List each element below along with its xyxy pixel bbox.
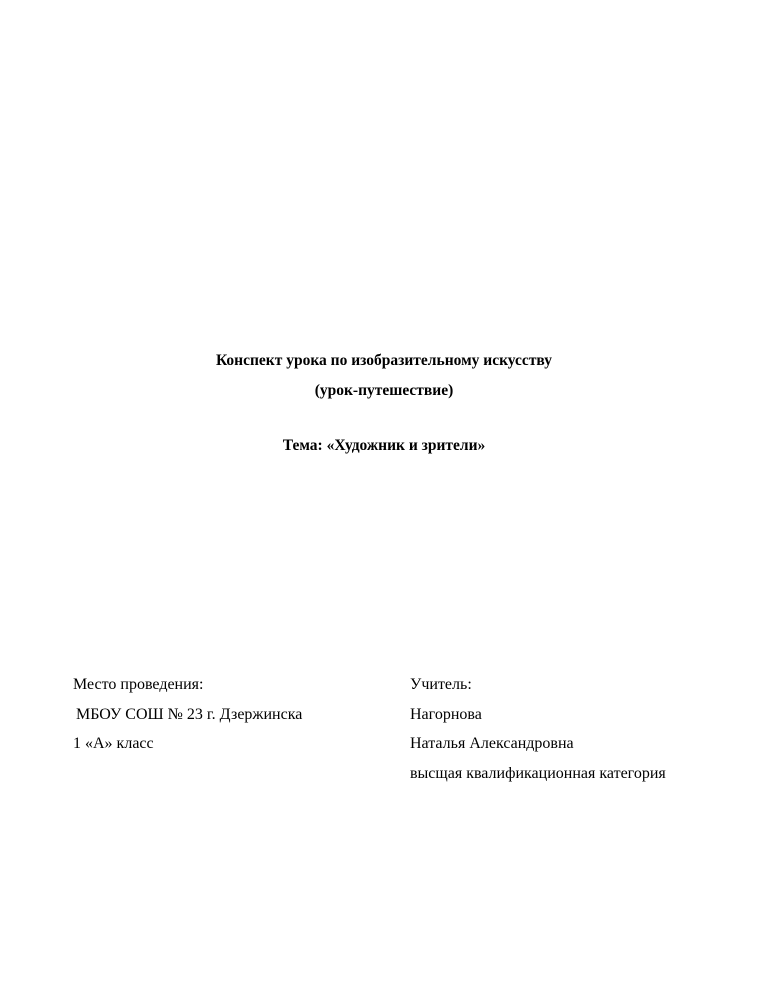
- location-label: Место проведения:: [73, 676, 204, 693]
- lesson-topic: Тема: «Художник и зрители»: [282, 437, 486, 454]
- document-title: Конспект урока по изобразительному искусству: [215, 352, 553, 369]
- teacher-surname: Нагорнова: [410, 705, 482, 723]
- document-subtitle: (урок-путешествие): [314, 382, 454, 399]
- class-name: 1 «А» класс: [73, 735, 154, 752]
- school-name: МБОУ СОШ № 23 г. Дзержинска: [76, 705, 303, 723]
- teacher-name: Наталья Александровна: [410, 735, 574, 752]
- teacher-category: высщая квалификационная категория: [410, 764, 666, 782]
- location-block: [73, 670, 302, 759]
- teacher-block: [410, 670, 666, 788]
- teacher-label: Учитель:: [410, 676, 472, 693]
